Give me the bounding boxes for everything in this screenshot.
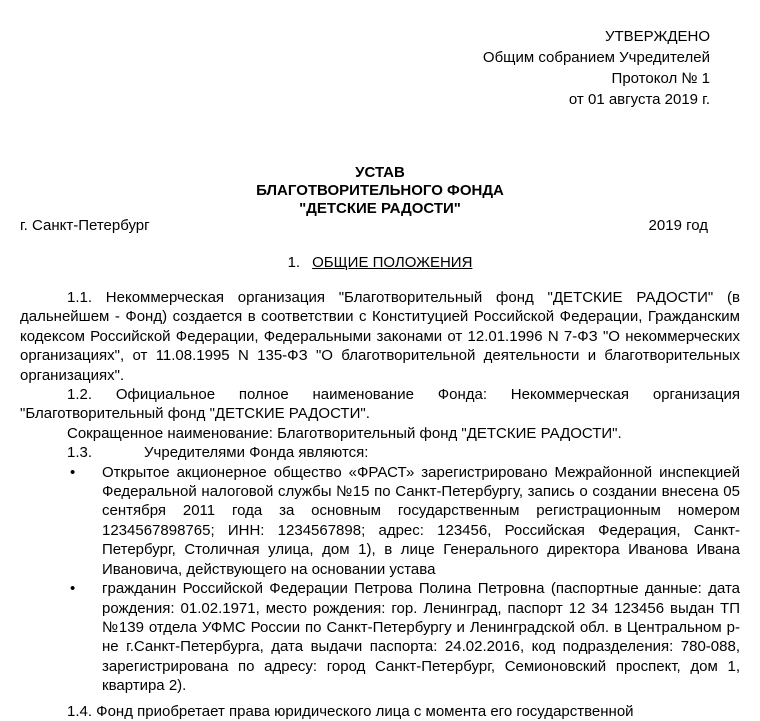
clause-1-2: 1.2. Официальное полное наименование Фонда: Некоммерческая организация "Благотворительный фонд "ДЕТСКИЕ РАДОСТИ".: [20, 386, 740, 423]
founder-person-text: гражданин Российской Федерации Петрова Полина Петровна (паспортные данные: дата рождения: 01.02.1971, место рождения: гор. Ленинград, паспорт 12 34 123456 выдан ТП №139 отдела УФМС России по Санкт-Петербургу и Ленинградской обл. в Центральном р-не г.Санкт-Петербурга, дата выдачи паспорта: 24.02.2016, код подразделения: 780-088, зарегистрирована по адресу: город Санкт-Петербург, Семионовский проспект, дом 1, квартира 2).: [102, 580, 740, 695]
clause-1-3-number: 1.3.: [67, 444, 93, 462]
document-title: [0, 164, 760, 218]
bullet-icon: •: [70, 463, 76, 481]
document-title-line-2: БЛАГОТВОРИТЕЛЬНОГО ФОНДА: [256, 182, 504, 199]
clause-1-1: 1.1. Некоммерческая организация "Благотворительный фонд "ДЕТСКИЕ РАДОСТИ" (в дальнейшем - Фонд) создается в соответствии с Конституцией Российской Федерации, Гражданским кодексом Российской Федерации, Федеральными законами от 12.01.1996 N 7-ФЗ "О некоммерческих организациях", от 11.08.1995 N 135-ФЗ "О благотворительной деятельности и благотворительных организациях".: [20, 289, 740, 384]
section-heading: [0, 253, 760, 273]
clause-1-3-text: Учредителями Фонда являются:: [144, 444, 369, 462]
document-title-line-3: "ДЕТСКИЕ РАДОСТИ": [299, 200, 461, 217]
document-body: [20, 288, 740, 696]
place-of-issue: г. Санкт-Петербург: [20, 217, 150, 234]
approval-block: [380, 26, 710, 110]
founder-entity-text: Открытое акционерное общество «ФРАСТ» зарегистрировано Межрайонной инспекцией Федеральной налоговой службы №15 по Санкт-Петербургу, запись о создании внесена 05 сентября 2011 года за основным государственным регистрационным номером 1234567898765; ИНН: 1234567898; адрес: 123456, Российская Федерация, Санкт-Петербург, Столичная улица, дом 1), в лице Генерального директора Иванова Ивана Ивановича, действующего на основании устава: [102, 463, 740, 578]
clipped-next-clause: 1.4. Фонд приобретает права юридического лица с момента его государственной: [67, 703, 634, 720]
clause-1-3: [20, 443, 740, 462]
document-title-line-1: УСТАВ: [355, 164, 405, 181]
section-number: 1.: [287, 254, 301, 271]
clause-1-2-short-name: Сокращенное наименование: Благотворительный фонд "ДЕТСКИЕ РАДОСТИ".: [67, 424, 622, 442]
approval-line-3: Протокол № 1: [611, 70, 710, 87]
year-of-issue: 2019 год: [648, 217, 708, 234]
approval-line-2: Общим собранием Учредителей: [482, 49, 710, 66]
list-item: [20, 463, 740, 579]
section-title: ОБЩИЕ ПОЛОЖЕНИЯ: [312, 254, 473, 271]
approval-line-4: от 01 августа 2019 г.: [568, 91, 710, 108]
place-and-year-row: [20, 216, 708, 236]
founders-list: [20, 463, 740, 696]
list-item: [20, 579, 740, 695]
approval-line-1: УТВЕРЖДЕНО: [604, 28, 710, 45]
bullet-icon: •: [70, 580, 76, 598]
